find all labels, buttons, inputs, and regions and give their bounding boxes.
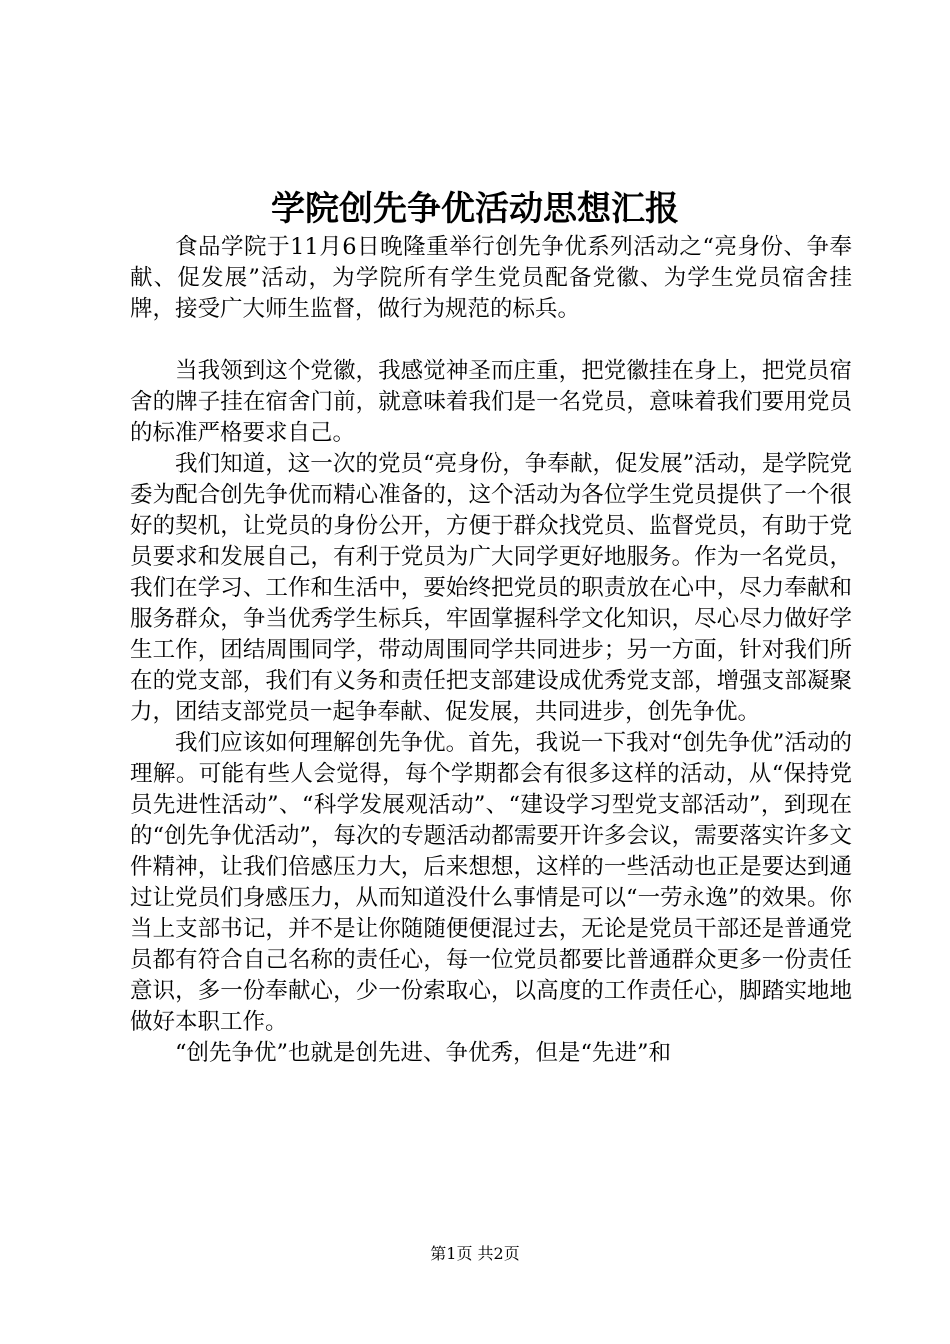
paragraph-4: 我们应该如何理解创先争优。首先，我说一下我对“创先争优”活动的理解。可能有些人会觉得，每个学期都会有很多这样的活动，从“保持党员先进性活动”、“科学发展观活动”、“建设学习型党支部活动”，到现在的“创先争优活动”，每次的专题活动都需要开许多会议，需要落实许多文件精神，让我们倍感压力大，后来想想，这样的一些活动也正是要达到通过让党员们身感压力，从而知道没什么事情是可以“一劳永逸”的效果。你当上支部书记，并不是让你随随便便混过去，无论是党员干部还是普通党员都有符合自己名称的责任心，每一位党员都要比普通群众更多一份责任意识，多一份奉献心，少一份索取心，以高度的工作责任心，脚踏实地地做好本职工作。 — [130, 730, 852, 1035]
paragraph-5: “创先争优”也就是创先进、争优秀，但是“先进”和 — [175, 1040, 672, 1066]
document-title: 学院创先争优活动思想汇报 — [271, 189, 679, 229]
paragraph-3: 我们知道，这一次的党员“亮身份，争奉献，促发展”活动，是学院党委为配合创先争优而精心准备的，这个活动为各位学生党员提供了一个很好的契机，让党员的身份公开，方便于群众找党员、监督党员，有助于党员要求和发展自己，有利于党员为广大同学更好地服务。作为一名党员，我们在学习、工作和生活中，要始终把党员的职责放在心中，尽力奉献和服务群众，争当优秀学生标兵，牢固掌握科学文化知识，尽心尽力做好学生工作，团结周围同学，带动周围同学共同进步；另一方面，针对我们所在的党支部，我们有义务和责任把支部建设成优秀党支部，增强支部凝聚力，团结支部党员一起争奉献、促发展，共同进步，创先争优。 — [130, 451, 852, 725]
paragraph-2: 当我领到这个党徽，我感觉神圣而庄重，把党徽挂在身上，把党员宿舍的牌子挂在宿舍门前，就意味着我们是一名党员，意味着我们要用党员的标准严格要求自己。 — [130, 358, 852, 446]
page-number-footer: 第1页 共2页 — [430, 1244, 520, 1263]
document-body — [130, 232, 852, 1069]
paragraph-1: 食品学院于11月6日晚隆重举行创先争优系列活动之“亮身份、争奉献、促发展”活动，为学院所有学生党员配备党徽、为学生党员宿舍挂牌，接受广大师生监督，做行为规范的标兵。 — [130, 234, 852, 322]
